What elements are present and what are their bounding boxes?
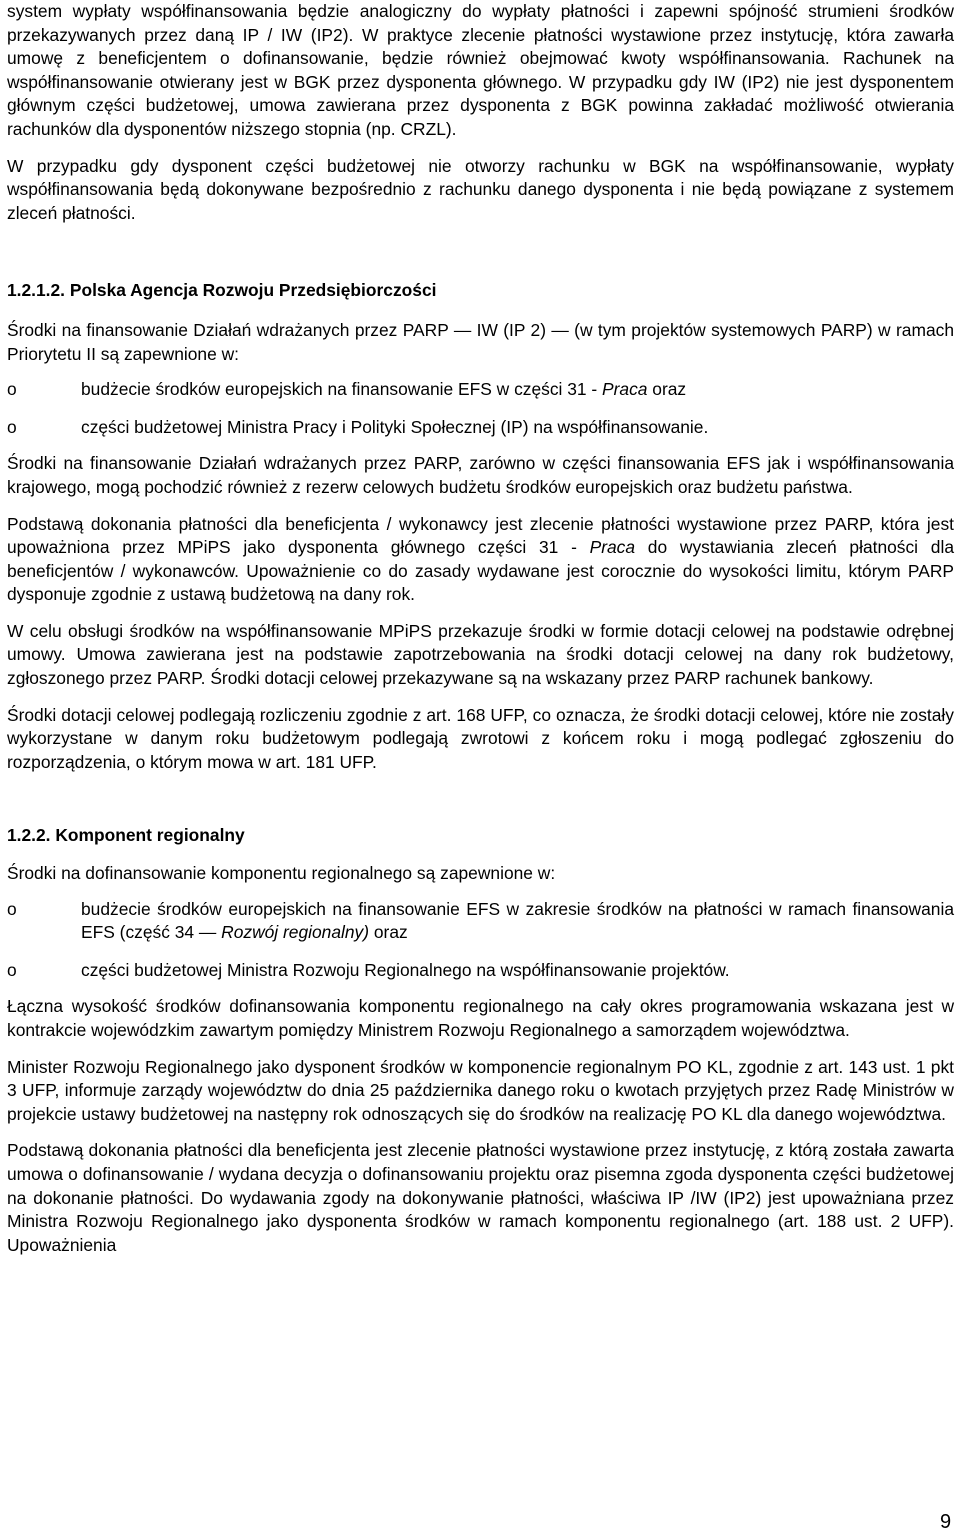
paragraph-minister-info: Minister Rozwoju Regionalnego jako dysponent środków w komponencie regionalnym PO KL, zgodnie z art. 143 ust. 1 pkt 3 UFP, informuje zarządy województw do dnia 25 października danego roku o kwotach przyjętych przez Radę Ministrów w projekcie ustawy budżetowej na następny rok odnoszących się do środków na realizację PO KL dla danego województwa. bbox=[7, 1056, 954, 1124]
list-item: o budżecie środków europejskich na finansowanie EFS w zakresie środków na płatności w ramach finansowania EFS (część 34 ― Rozwój regionalny) oraz bbox=[7, 898, 954, 943]
paragraph-grant-settlement: Środki dotacji celowej podlegają rozliczeniu zgodnie z art. 168 UFP, co oznacza, że środki dotacji celowej, które nie zostały wykorzystane w danym roku budżetowym podlegają zwrotowi z końcem roku i mogą podlegać zgłoszeniu do rozporządzenia, o którym mowa w art. 181 UFP. bbox=[7, 704, 954, 772]
list-parp-sources bbox=[7, 378, 954, 439]
bullet-marker: o bbox=[7, 379, 17, 400]
paragraph-parp-funding: Środki na finansowanie Działań wdrażanych przez PARP ― IW (IP 2) ― (w tym projektów systemowych PARP) w ramach Priorytetu II są zapewnione w: bbox=[7, 319, 954, 364]
paragraph-reserves: Środki na finansowanie Działań wdrażanych przez PARP, zarówno w części finansowania EFS jak i współfinansowania krajowego, mogą pochodzić również z rezerw celowych budżetu środków europejskich oraz budżetu państwa. bbox=[7, 453, 954, 497]
section-heading-parp: 1.2.1.2. Polska Agencja Rozwoju Przedsiębiorczości bbox=[7, 280, 437, 301]
paragraph-bgk-account: system wypłaty współfinansowania będzie analogiczny do wypłaty płatności i zapewni spójność strumieni środków przekazywanych przez daną IP / IW (IP2). W praktyce zlecenie płatności wystawione przez instytucję, która zawarła umowę z beneficjentem o dofinansowanie, będzie również obejmować kwoty współfinansowania. Rachunek na współfinansowanie otwierany jest w BGK przez dysponenta głównego. W przypadku gdy IW (IP2) nie jest dysponentem głównym części budżetowej, umowa zawierana przez dysponenta z BGK powinna zakładać możliwość otwierania rachunków dla dysponentów niższego stopnia (np. CRZL). bbox=[7, 1, 954, 139]
paragraph-payment-basis-regional: Podstawą dokonania płatności dla beneficjenta jest zlecenie płatności wystawione przez instytucję, z którą została zawarta umowa o dofinansowanie / wydana decyzja o dofinansowaniu projektu oraz pisemna zgoda dysponenta części budżetowej na dokonanie płatności. Do wydawania zgody na dokonywanie płatności, właściwa IP /IW (IP2) jest upoważniana przez Ministra Rozwoju Regionalnego jako dysponenta środków w ramach komponentu regionalnego (art. 188 ust. 2 UFP). Upoważnienia bbox=[7, 1140, 954, 1255]
list-item: o części budżetowej Ministra Pracy i Polityki Społecznej (IP) na współfinansowanie. bbox=[7, 416, 954, 440]
list-item: o budżecie środków europejskich na finansowanie EFS w części 31 - Praca oraz bbox=[7, 378, 954, 402]
paragraph-mpips-grant: W celu obsługi środków na współfinansowanie MPiPS przekazuje środki w formie dotacji celowej na podstawie odrębnej umowy. Umowa zawierana jest na podstawie zapotrzebowania na środki dotacji celowej na dany rok budżetowy, zgłoszonego przez PARP. Środki dotacji celowej przekazywane są na wskazany przez PARP rachunek bankowy. bbox=[7, 620, 954, 689]
page-number: 9 bbox=[940, 1511, 952, 1533]
list-item: o części budżetowej Ministra Rozwoju Regionalnego na współfinansowanie projektów. bbox=[7, 959, 954, 983]
bullet-marker: o bbox=[7, 898, 17, 919]
bullet-marker: o bbox=[7, 959, 17, 980]
document-page bbox=[7, 0, 954, 1257]
list-regional-sources bbox=[7, 898, 954, 983]
paragraph-payment-basis-parp: Podstawą dokonania płatności dla beneficjenta / wykonawcy jest zlecenie płatności wystawione przez PARP, która jest upoważniona przez MPiPS jako dysponenta głównego części 31 - Praca do wystawiania zleceń płatności dla beneficjentów / wykonawców. Upoważnienie co do zasady wydawane jest corocznie do wysokości limitu, którym PARP dysponuje zgodnie z ustawą budżetową na dany rok. bbox=[7, 513, 955, 605]
paragraph-regional-contract: Łączna wysokość środków dofinansowania komponentu regionalnego na cały okres programowania wskazana jest w kontrakcie wojewódzkim zawartym pomiędzy Ministrem Rozwoju Regionalnego a samorządem województwa. bbox=[7, 996, 954, 1040]
bullet-marker: o bbox=[7, 416, 17, 437]
section-heading-regional: 1.2.2. Komponent regionalny bbox=[7, 825, 245, 846]
paragraph-no-account: W przypadku gdy dysponent części budżetowej nie otworzy rachunku w BGK na współfinansowanie, wypłaty współfinansowania będą dokonywane bezpośrednio z rachunku danego dysponenta i nie będą powiązane z systemem zleceń płatności. bbox=[7, 155, 954, 223]
paragraph-regional-funding: Środki na dofinansowanie komponentu regionalnego są zapewnione w: bbox=[7, 863, 556, 884]
